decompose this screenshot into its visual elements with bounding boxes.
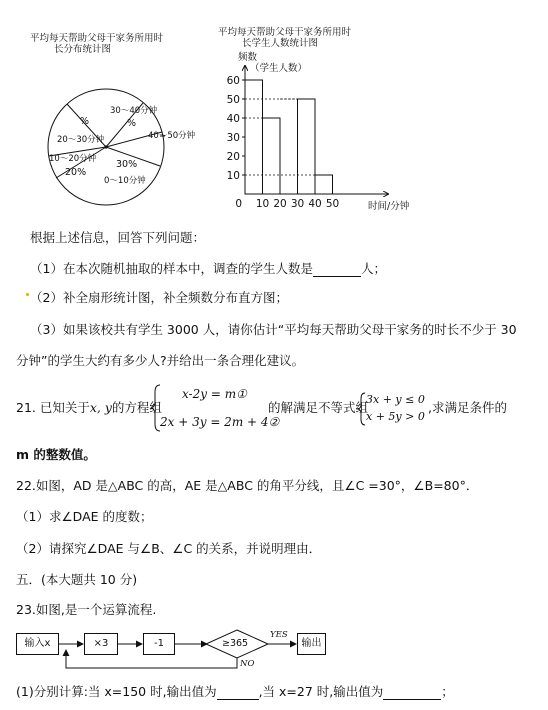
hist-ylabel-line1: 频数 <box>238 52 258 63</box>
inequality-1: 3x + y ≤ 0 <box>366 393 425 406</box>
question-22: 22.如图，AD 是△ABC 的高，AE 是△ABC 的角平分线，且∠C =30°，∠B=80°． <box>16 478 479 493</box>
hist-xtick-label: 50 <box>325 198 340 210</box>
hist-xtick-label: 30 <box>290 198 305 210</box>
pie-label-20-30: 20～30分钟 <box>57 135 105 145</box>
question-22-2: （2）请探究∠DAE 与∠B、∠C 的关系，并说明理由． <box>16 541 322 556</box>
q21-text-2: 的方程组 <box>111 400 162 415</box>
hist-ytick-label: 40 <box>226 113 240 125</box>
question-21-end: m 的整数值。 <box>16 447 96 462</box>
equation-2: 2x + 3y = 2m + 4② <box>160 415 280 429</box>
flow-no-label: NO <box>240 659 255 669</box>
q23-1-text-2: ,当 x=27 时,输出值为 <box>258 684 384 699</box>
pie-pct-20-30: % <box>80 116 90 127</box>
pie-label-10-20: 10～20分钟 <box>49 154 97 164</box>
hist-title-line1: 平均每天帮助父母干家务所用时 <box>218 27 352 38</box>
hist-ytick-label: 20 <box>226 151 240 163</box>
pie-pct-0-10: 30% <box>116 159 138 170</box>
equation-1: x-2y = m① <box>182 387 247 401</box>
hist-xtick-label: 40 <box>308 198 322 210</box>
hist-title-line2: 长学生人数统计图 <box>242 38 319 49</box>
question-2: （2）补全扇形统计图，补全频数分布直方图； <box>30 290 288 305</box>
q21-text: 21. 已知关于 <box>16 400 90 415</box>
question-23: 23.如图,是一个运算流程. <box>16 602 157 617</box>
pie-pct-30-40: % <box>127 118 137 129</box>
hist-xlabel: 时间/分钟 <box>368 201 410 212</box>
hist-ytick-label: 50 <box>226 94 240 106</box>
pie-label-0-10: 0～10分钟 <box>104 176 146 186</box>
question-3-line1: （3）如果该校共有学生 3000 人，请你估计“平均每天帮助父母干家务的时长不少于 30 <box>30 322 517 337</box>
pie-title-line1: 平均每天帮助父母干家务所用时 <box>30 33 164 44</box>
question-22-1: （1）求∠DAE 的度数； <box>16 509 153 524</box>
answer-blank[interactable] <box>217 687 259 700</box>
flow-condition: ≥365 <box>222 638 249 649</box>
hist-xtick-label: 0 <box>235 198 242 210</box>
q21-text-3: 的解满足不等式组 <box>268 400 369 415</box>
q23-1-text-3: ； <box>441 684 454 699</box>
flow-output-box: 输出 <box>297 633 326 655</box>
hist-ytick-label: 30 <box>226 132 240 144</box>
question-3-line2: 分钟”的学生大约有多少人?并给出一条合理化建议。 <box>16 353 305 368</box>
q21-vars: x, y <box>89 400 112 415</box>
pie-title-line2: 长分布统计图 <box>54 44 112 55</box>
answer-blank[interactable] <box>383 687 441 700</box>
question-1-text: （1）在本次随机抽取的样本中，调查的学生人数是 <box>30 261 313 276</box>
inequality-2: x + 5y > 0 <box>366 410 425 423</box>
section-5-heading: 五．(本大题共 10 分) <box>16 572 138 587</box>
pie-label-30-40: 30～40分钟 <box>110 106 158 116</box>
pie-label-40-50: 40～50分钟 <box>148 131 196 141</box>
flow-input-box: 输入x <box>16 633 59 655</box>
flow-multiply-box: ×3 <box>84 633 118 655</box>
hist-ytick-label: 10 <box>226 170 240 182</box>
hist-ylabel-line2: （学生人数） <box>250 63 308 74</box>
hist-ytick-label: 60 <box>226 75 240 87</box>
pie-pct-10-20: 20% <box>65 167 87 178</box>
question-1-unit: 人； <box>360 261 386 276</box>
intro-text: 根据上述信息，回答下列问题： <box>30 230 206 245</box>
q21-text-4: ,求满足条件的 <box>428 400 507 415</box>
flow-subtract-box: -1 <box>143 633 175 655</box>
flow-yes-label: YES <box>270 630 288 640</box>
hist-xtick-label: 20 <box>273 198 287 210</box>
question-23-1 <box>16 684 454 700</box>
q23-1-text: (1)分别计算:当 x=150 时,输出值为 <box>16 684 217 699</box>
hist-xtick-label: 10 <box>255 198 270 210</box>
